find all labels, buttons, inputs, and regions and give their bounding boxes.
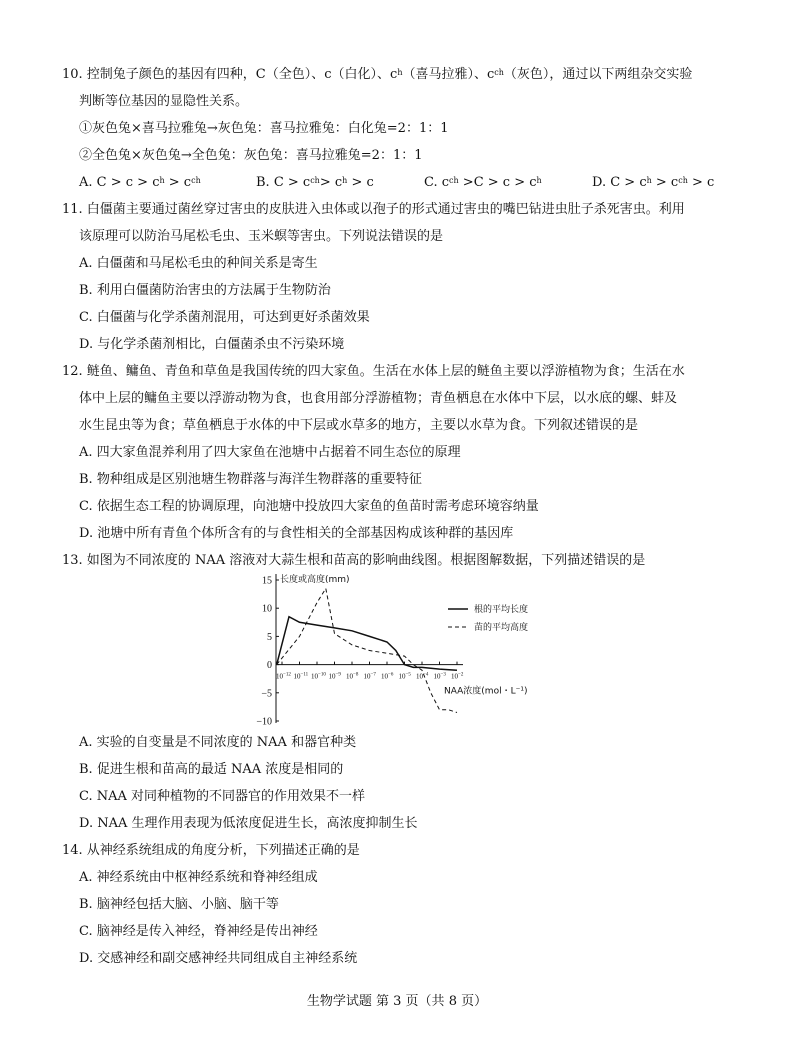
q10-option-b: B. $C > c^{ch}> c^h > c$ — [256, 175, 374, 190]
q14-option-a: A. 神经系统由中枢神经系统和脊神经组成 — [79, 870, 318, 885]
y-tick-label: −10 — [256, 716, 272, 728]
legend-label-1: 根的平均长度 — [474, 605, 529, 615]
q12-option-c: C. 依据生态工程的协调原理，向池塘中投放四大家鱼的鱼苗时需考虑环境容纳量 — [79, 499, 539, 514]
x-tick-label: $10^{-9}$ — [328, 672, 341, 681]
q12-stem-line2: 体中上层的鳙鱼主要以浮游动物为食，也食用部分浮游植物；青鱼栖息在水体中下层，以水底的螺、蚌及 — [79, 391, 678, 406]
x-tick-label: $10^{-7}$ — [363, 672, 376, 681]
q13-option-c: C. NAA 对同种植物的不同器官的作用效果不一样 — [79, 789, 366, 804]
q12-stem-line1: 12. 鲢鱼、鳙鱼、青鱼和草鱼是我国传统的四大家鱼。生活在水体上层的鲢鱼主要以浮游植物为食；生活在水 — [62, 364, 685, 379]
q12-stem-line3: 水生昆虫等为食；草鱼栖息于水体的中下层或水草多的地方，主要以水草为食。下列叙述错误的是 — [79, 418, 639, 433]
q11-option-d: D. 与化学杀菌剂相比，白僵菌杀虫不污染环境 — [79, 337, 345, 352]
x-tick-label: $10^{-11}$ — [293, 672, 309, 681]
x-tick-label: $10^{-4}$ — [416, 672, 429, 681]
x-tick-label: $10^{-2}$ — [451, 672, 464, 681]
q12-option-a: A. 四大家鱼混养利用了四大家鱼在池塘中占据着不同生态位的原理 — [79, 445, 461, 460]
y-tick-label: 0 — [267, 660, 272, 672]
y-axis-label: 长度或高度(mm) — [280, 575, 350, 585]
naa-chart-svg — [250, 570, 560, 730]
q10-stem-line2: 判断等位基因的显隐性关系。 — [79, 94, 249, 109]
q10-option-a: A. $C > c > c^h > c^{ch}$ — [79, 175, 201, 190]
q11-option-a: A. 白僵菌和马尾松毛虫的种间关系是寄生 — [79, 256, 318, 271]
q12-option-b: B. 物种组成是区别池塘生物群落与海洋生物群落的重要特征 — [79, 472, 422, 487]
q13-option-b: B. 促进生根和苗高的最适 NAA 浓度是相同的 — [79, 762, 344, 777]
y-tick-label: 5 — [267, 631, 272, 643]
x-tick-label: $10^{-6}$ — [381, 672, 394, 681]
q13-option-d: D. NAA 生理作用表现为低浓度促进生长，高浓度抑制生长 — [79, 816, 418, 831]
x-tick-label: $10^{-8}$ — [346, 672, 359, 681]
q14-option-c: C. 脑神经是传入神经，脊神经是传出神经 — [79, 924, 318, 939]
y-tick-label: 15 — [262, 575, 272, 587]
q11-option-b: B. 利用白僵菌防治害虫的方法属于生物防治 — [79, 283, 331, 298]
q11-option-c: C. 白僵菌与化学杀菌剂混用，可达到更好杀菌效果 — [79, 310, 370, 325]
legend-label-2: 苗的平均高度 — [474, 623, 529, 633]
q10-cross2: ②全色兔×灰色兔→全色兔：灰色兔：喜马拉雅兔=2：1：1 — [79, 148, 423, 163]
q12-option-d: D. 池塘中所有青鱼个体所含有的与食性相关的全部基因构成该种群的基因库 — [79, 526, 514, 541]
page-footer: 生物学试题 第 3 页（共 8 页） — [306, 994, 488, 1009]
q11-stem-line1: 11. 白僵菌主要通过菌丝穿过害虫的皮肤进入虫体或以孢子的形式通过害虫的嘴巴钻进虫肚子杀死害虫。利用 — [62, 202, 685, 217]
q14-option-b: B. 脑神经包括大脑、小脑、脑干等 — [79, 897, 279, 912]
x-tick-label: $10^{-5}$ — [398, 672, 411, 681]
q13-option-a: A. 实验的自变量是不同浓度的 NAA 和器官种类 — [79, 735, 357, 750]
q14-stem: 14. 从神经系统组成的角度分析，下列描述正确的是 — [62, 843, 360, 858]
q11-stem-line2: 该原理可以防治马尾松毛虫、玉米螟等害虫。下列说法错误的是 — [79, 229, 444, 244]
x-tick-label: $10^{-12}$ — [276, 672, 291, 681]
y-tick-label: 10 — [262, 603, 272, 615]
series-line-1 — [277, 617, 457, 671]
q10-stem-line1: 10. 控制兔子颜色的基因有四种，C（全色）、c（白化）、$c^h$（喜马拉雅）、$c^{ch}$（灰色），通过以下两组杂交实验 — [62, 67, 693, 82]
q10-option-d: D. $C > c^h > c^{ch} > c$ — [592, 175, 715, 190]
q10-cross1: ①灰色兔×喜马拉雅兔→灰色兔：喜马拉雅兔：白化兔=2：1：1 — [79, 121, 449, 136]
y-tick-label: −5 — [261, 688, 272, 700]
x-tick-label: $10^{-3}$ — [433, 672, 446, 681]
q10-option-c: C. $c^{ch} >C > c > c^h$ — [424, 175, 542, 190]
naa-chart — [250, 570, 560, 730]
x-tick-label: $10^{-10}$ — [311, 672, 326, 681]
x-axis-label: NAA浓度(mol・L⁻¹) — [444, 686, 528, 697]
series-line-2 — [277, 589, 457, 713]
q13-stem: 13. 如图为不同浓度的 NAA 溶液对大蒜生根和苗高的影响曲线图。根据图解数据，下列描述错误的是 — [62, 553, 646, 568]
q14-option-d: D. 交感神经和副交感神经共同组成自主神经系统 — [79, 951, 358, 966]
